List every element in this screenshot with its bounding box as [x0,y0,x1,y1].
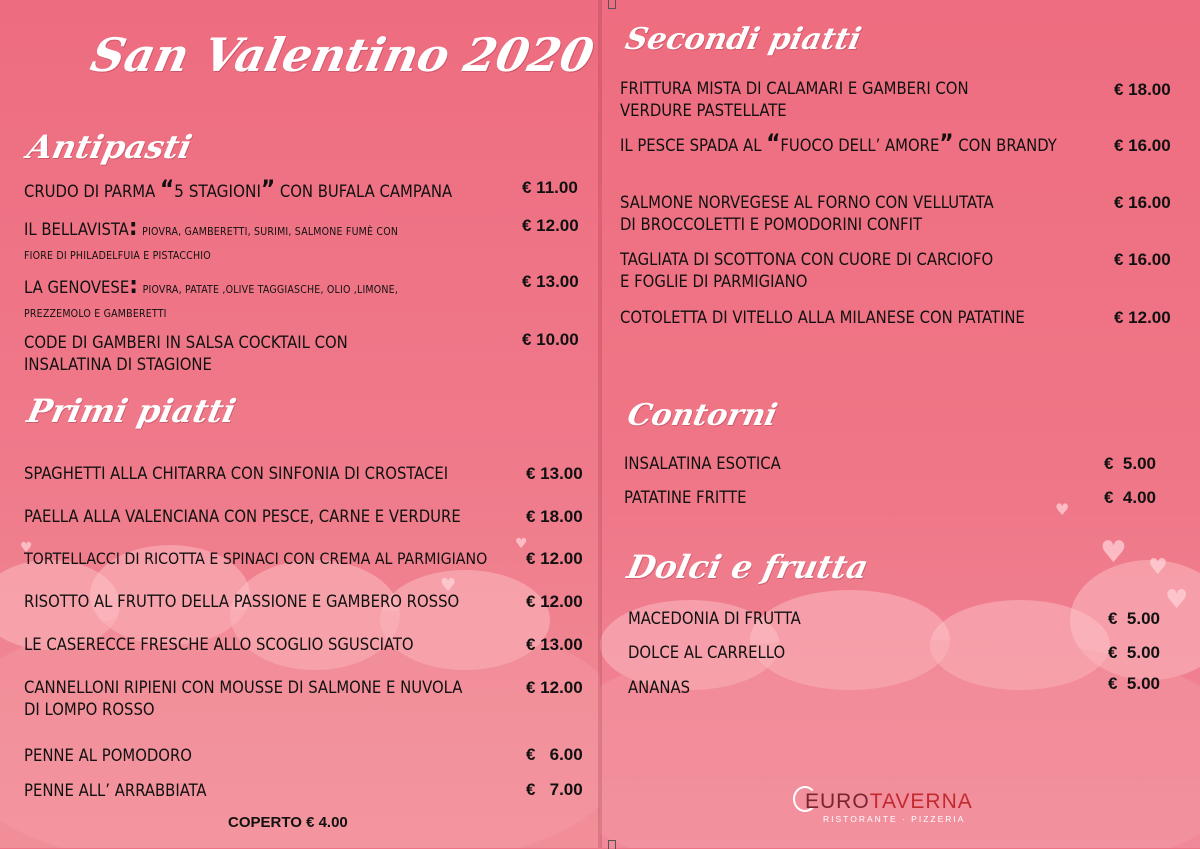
antipasti-item: CRUDO DI PARMA “5 STAGIONI” CON BUFALA CAMPANA [24,175,453,203]
heart-icon: ♥ [1148,555,1168,580]
antipasti-heading: Antipasti [23,128,196,166]
crop-mark [608,0,616,9]
contorni-item: PATATINE FRITTE [624,488,747,507]
menu-title: San Valentino 2020 [86,28,599,82]
dolci-price: € 5.00 [1108,643,1160,662]
primi-item: CANNELLONI RIPIENI CON MOUSSE DI SALMONE E NUVOLA DI LOMPO ROSSO [24,678,463,719]
eurotaverna-logo [793,786,1023,828]
heart-icon: ♥ [515,536,528,552]
primi-item: PENNE AL POMODORO [24,746,192,765]
primi-price: € 12.00 [526,549,583,568]
heart-icon: ♥ [20,540,33,556]
logo-text: EUROTAVERNA [805,790,973,813]
coperto-label: COPERTO € 4.00 [228,814,348,831]
dolci-item: DOLCE AL CARRELLO [628,643,786,662]
secondi-item: COTOLETTA DI VITELLO ALLA MILANESE CON PATATINE [620,308,1025,327]
primi-heading: Primi piatti [23,392,240,430]
secondi-heading: Secondi piatti [622,22,865,57]
heart-icon: ♥ [440,575,457,596]
dolci-price: € 5.00 [1108,674,1160,693]
dolci-item: MACEDONIA DI FRUTTA [628,609,801,628]
secondi-price: € 18.00 [1114,80,1171,99]
primi-price: € 7.00 [526,780,583,799]
left-page [0,0,600,848]
primi-item: RISOTTO AL FRUTTO DELLA PASSIONE E GAMBERO ROSSO [24,592,460,611]
heart-icon: ♥ [1100,535,1127,570]
secondi-item: SALMONE NORVEGESE AL FORNO CON VELLUTATA DI BROCCOLETTI E POMODORINI CONFIT [620,193,994,234]
dolci-heading: Dolci e frutta [623,548,872,586]
antipasti-price: € 13.00 [522,272,579,291]
dolci-price: € 5.00 [1108,609,1160,628]
primi-item: SPAGHETTI ALLA CHITARRA CON SINFONIA DI CROSTACEI [24,464,449,483]
contorni-price: € 4.00 [1104,488,1156,507]
antipasti-price: € 10.00 [522,330,579,349]
logo-tagline: RISTORANTE · PIZZERIA [823,814,966,824]
contorni-item: INSALATINA ESOTICA [624,454,781,473]
secondi-item: FRITTURA MISTA DI CALAMARI E GAMBERI CON VERDURE PASTELLATE [620,79,969,120]
primi-price: € 12.00 [526,592,583,611]
primi-price: € 13.00 [526,635,583,654]
secondi-price: € 16.00 [1114,193,1171,212]
antipasti-item: CODE DI GAMBERI IN SALSA COCKTAIL CON INSALATINA DI STAGIONE [24,333,348,374]
secondi-price: € 16.00 [1114,136,1171,155]
primi-item: TORTELLACCI DI RICOTTA E SPINACI CON CREMA AL PARMIGIANO [24,549,488,568]
secondi-price: € 16.00 [1114,250,1171,269]
primi-price: € 12.00 [526,678,583,697]
primi-item: LE CASERECCE FRESCHE ALLO SCOGLIO SGUSCIATO [24,635,414,654]
page-fold [598,0,602,848]
secondi-price: € 12.00 [1114,308,1171,327]
heart-icon: ♥ [1055,500,1070,519]
primi-item: PENNE ALL’ ARRABBIATA [24,781,207,800]
dolci-item: ANANAS [628,678,691,697]
antipasti-item: IL BELLAVISTA: PIOVRA, GAMBERETTI, SURIMI, SALMONE FUMÈ CON FIORE DI PHILADELFUIA E PISTACCHIO [24,213,399,262]
heart-icon: ♥ [1165,585,1189,615]
secondi-item: TAGLIATA DI SCOTTONA CON CUORE DI CARCIOFO E FOGLIE DI PARMIGIANO [620,250,994,291]
contorni-heading: Contorni [624,398,781,433]
primi-price: € 18.00 [526,507,583,526]
primi-item: PAELLA ALLA VALENCIANA CON PESCE, CARNE E VERDURE [24,507,461,526]
secondi-item: IL PESCE SPADA AL “FUOCO DELL’ AMORE” CON BRANDY [620,129,1057,157]
antipasti-item: LA GENOVESE: PIOVRA, PATATE ,OLIVE TAGGIASCHE, OLIO ,LIMONE, PREZZEMOLO E GAMBERETTI [24,271,399,320]
primi-price: € 6.00 [526,745,583,764]
antipasti-price: € 12.00 [522,216,579,235]
contorni-price: € 5.00 [1104,454,1156,473]
antipasti-price: € 11.00 [522,178,578,197]
right-page [600,0,1200,848]
primi-price: € 13.00 [526,464,583,483]
